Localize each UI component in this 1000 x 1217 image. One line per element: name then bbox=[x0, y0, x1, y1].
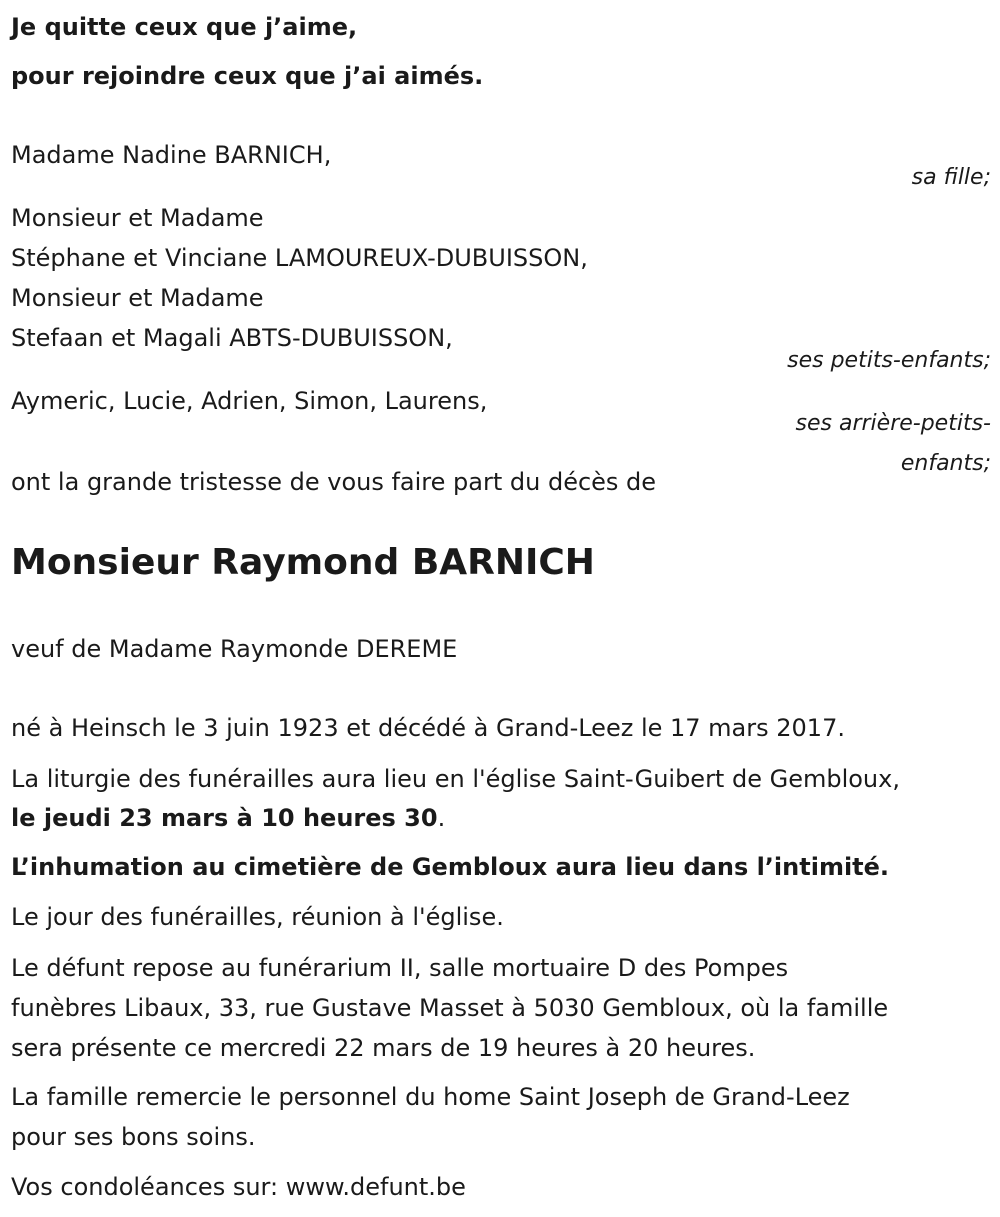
grandchildren-line-1: Monsieur et Madame bbox=[11, 204, 264, 232]
rest-line-2: funèbres Libaux, 33, rue Gustave Masset à 5030 Gembloux, où la famille bbox=[11, 994, 889, 1022]
widower-of: veuf de Madame Raymonde DEREME bbox=[11, 635, 458, 663]
quote-line-1: Je quitte ceux que j’aime, bbox=[11, 13, 358, 41]
meeting-notice: Le jour des funérailles, réunion à l'église. bbox=[11, 903, 504, 931]
liturgy-date-end: . bbox=[437, 804, 446, 832]
burial-notice: L’inhumation au cimetière de Gembloux aura lieu dans l’intimité. bbox=[11, 853, 890, 881]
quote-line-2: pour rejoindre ceux que j’ai aimés. bbox=[11, 62, 484, 90]
daughter-name: Madame Nadine BARNICH, bbox=[11, 141, 332, 169]
thanks-line-2: pour ses bons soins. bbox=[11, 1123, 256, 1151]
rest-line-1: Le défunt repose au funérarium II, salle mortuaire D des Pompes bbox=[11, 954, 789, 982]
liturgy-text: La liturgie des funérailles aura lieu en l'église Saint-Guibert de Gembloux, bbox=[11, 765, 900, 793]
grandchildren-line-3: Monsieur et Madame bbox=[11, 284, 264, 312]
deceased-name: Monsieur Raymond BARNICH bbox=[11, 542, 595, 583]
condolences-text: Vos condoléances sur: www.defunt.be bbox=[11, 1173, 466, 1201]
liturgy-date: le jeudi 23 mars à 10 heures 30 bbox=[11, 804, 438, 832]
announcement-text: ont la grande tristesse de vous faire part du décès de bbox=[11, 468, 657, 496]
great-grandchildren-names: Aymeric, Lucie, Adrien, Simon, Laurens, bbox=[11, 387, 488, 415]
liturgy-date-line bbox=[11, 803, 445, 833]
grandchildren-line-2: Stéphane et Vinciane LAMOUREUX-DUBUISSON, bbox=[11, 244, 588, 272]
great-grandchildren-role-line-1: ses arrière-petits- bbox=[795, 411, 991, 436]
grandchildren-line-4: Stefaan et Magali ABTS-DUBUISSON, bbox=[11, 324, 453, 352]
great-grandchildren-role-line-2: enfants; bbox=[900, 451, 991, 476]
grandchildren-role: ses petits-enfants; bbox=[787, 348, 991, 373]
thanks-line-1: La famille remercie le personnel du home Saint Joseph de Grand-Leez bbox=[11, 1083, 850, 1111]
rest-line-3: sera présente ce mercredi 22 mars de 19 heures à 20 heures. bbox=[11, 1034, 756, 1062]
daughter-role: sa fille; bbox=[911, 165, 991, 190]
birth-death-dates: né à Heinsch le 3 juin 1923 et décédé à Grand-Leez le 17 mars 2017. bbox=[11, 714, 845, 742]
